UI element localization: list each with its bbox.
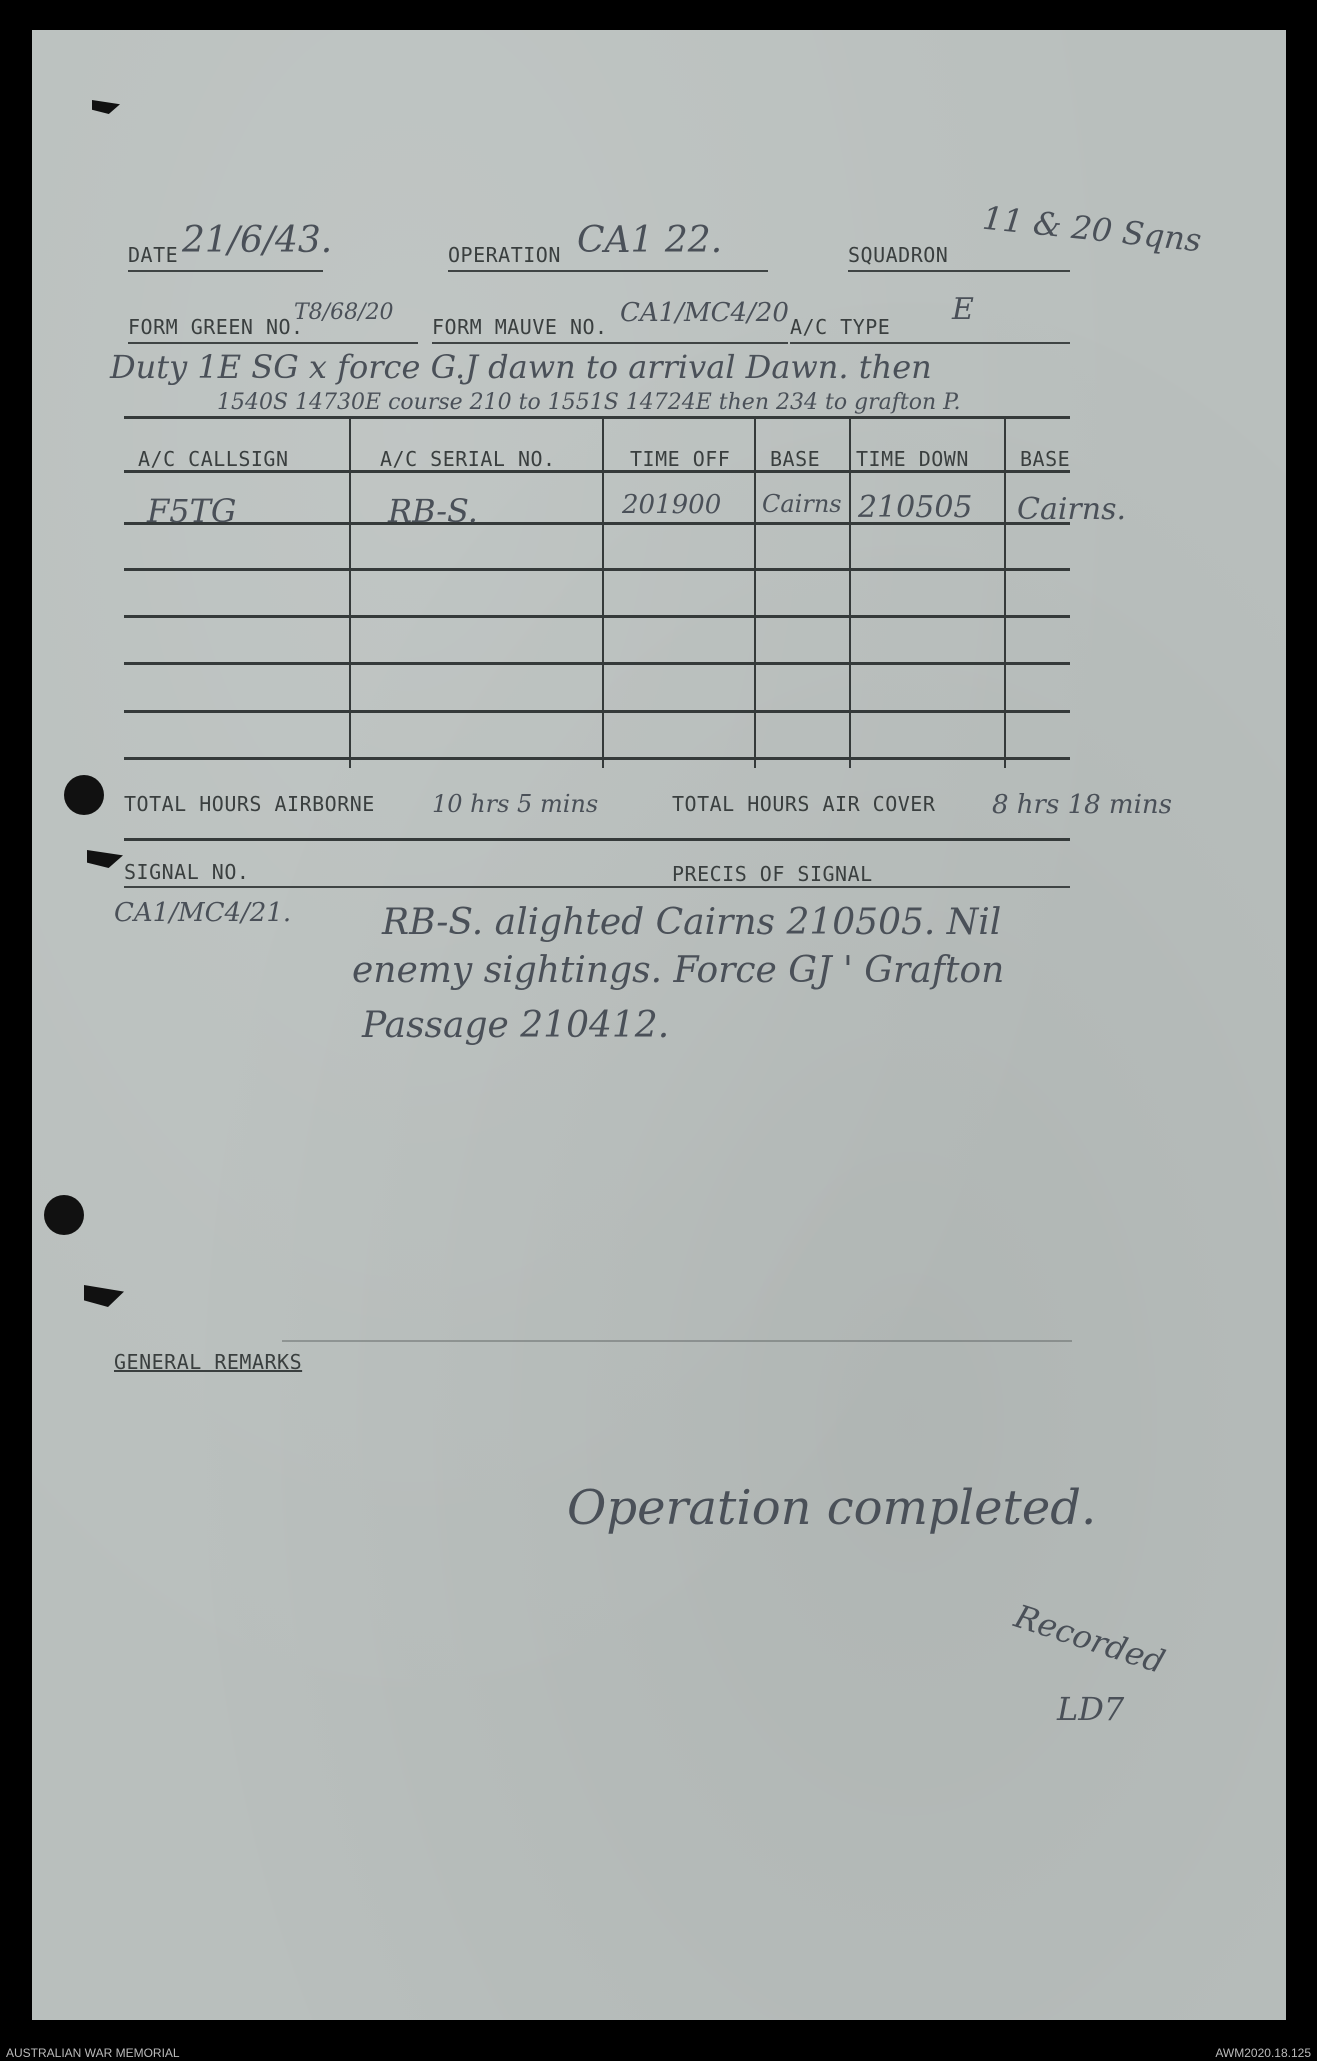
operation-value: CA1 22. [577, 220, 723, 261]
date-label: DATE [128, 243, 179, 267]
header-time-down: TIME DOWN [856, 447, 969, 471]
precis-line-3: Passage 210412. [362, 1005, 670, 1046]
table-col-divider [754, 418, 756, 768]
form-green-underline [128, 342, 418, 344]
squadron-value: 11 & 20 Sqns [980, 198, 1204, 260]
header-base-2: BASE [1020, 447, 1071, 471]
duty-line-1: Duty 1E SG x force G.J dawn to arrival Dawn. then [110, 348, 932, 386]
airborne-label: TOTAL HOURS AIRBORNE [124, 792, 375, 816]
squadron-label: SQUADRON [848, 243, 949, 267]
archive-reference: AWM2020.18.125 [1215, 2046, 1311, 2060]
precis-line-1: RB-S. alighted Cairns 210505. Nil [382, 902, 1002, 943]
signal-no-label: SIGNAL NO. [124, 860, 250, 884]
airborne-value: 10 hrs 5 mins [432, 790, 599, 818]
paper-tear [87, 850, 123, 868]
cell-base-2: Cairns. [1017, 492, 1127, 527]
cell-serial: RB-S. [388, 492, 478, 530]
form-green-label: FORM GREEN NO. [128, 315, 304, 339]
header-callsign: A/C CALLSIGN [138, 447, 289, 471]
paper-tear [84, 1285, 124, 1307]
cell-base: Cairns [762, 490, 842, 518]
table-rule [124, 568, 1070, 571]
signal-underline [124, 886, 1070, 888]
form-mauve-value: CA1/MC4/20 [620, 298, 789, 328]
operation-underline [448, 270, 768, 272]
remarks-top-rule [282, 1340, 1072, 1342]
table-rule [124, 662, 1070, 665]
archive-credit: AUSTRALIAN WAR MEMORIAL [6, 2046, 180, 2060]
precis-label: PRECIS OF SIGNAL [672, 862, 873, 886]
punch-hole-top [64, 775, 104, 815]
recorded-note: Recorded [1009, 1596, 1170, 1682]
table-rule [124, 615, 1070, 618]
form-mauve-label: FORM MAUVE NO. [432, 315, 608, 339]
form-mauve-underline [432, 342, 788, 344]
table-rule [124, 710, 1070, 713]
totals-rule [124, 838, 1070, 841]
table-rule [124, 416, 1070, 419]
actype-label: A/C TYPE [790, 315, 891, 339]
paper-tear [92, 100, 120, 114]
form-green-value: T8/68/20 [294, 300, 394, 325]
signal-no-value: CA1/MC4/21. [114, 898, 292, 928]
punch-hole-bottom [44, 1195, 84, 1235]
date-underline [128, 270, 323, 272]
date-value: 21/6/43. [182, 220, 333, 261]
operation-label: OPERATION [448, 243, 561, 267]
cover-value: 8 hrs 18 mins [992, 790, 1172, 820]
table-col-divider [1004, 418, 1006, 768]
cell-callsign: F5TG [147, 492, 237, 530]
duty-line-2: 1540S 14730E course 210 to 1551S 14724E then 234 to grafton P. [217, 390, 961, 415]
remarks-text: Operation completed. [567, 1480, 1097, 1536]
precis-line-2: enemy sightings. Force GJ ' Grafton [352, 950, 1005, 991]
header-serial: A/C SERIAL NO. [380, 447, 556, 471]
recorded-initials: LD7 [1057, 1690, 1125, 1728]
actype-underline [790, 342, 1070, 344]
table-rule [124, 757, 1070, 760]
header-base: BASE [770, 447, 821, 471]
header-time-off: TIME OFF [630, 447, 731, 471]
squadron-underline [848, 270, 1070, 272]
general-remarks-label: GENERAL REMARKS [114, 1350, 303, 1374]
table-col-divider [602, 418, 604, 768]
cell-time-down: 210505 [858, 490, 973, 525]
document-sheet [32, 30, 1286, 2020]
cover-label: TOTAL HOURS AIR COVER [672, 792, 936, 816]
actype-value: E [952, 292, 974, 327]
table-col-divider [349, 418, 351, 768]
cell-time-off: 201900 [622, 490, 722, 520]
table-col-divider [849, 418, 851, 768]
